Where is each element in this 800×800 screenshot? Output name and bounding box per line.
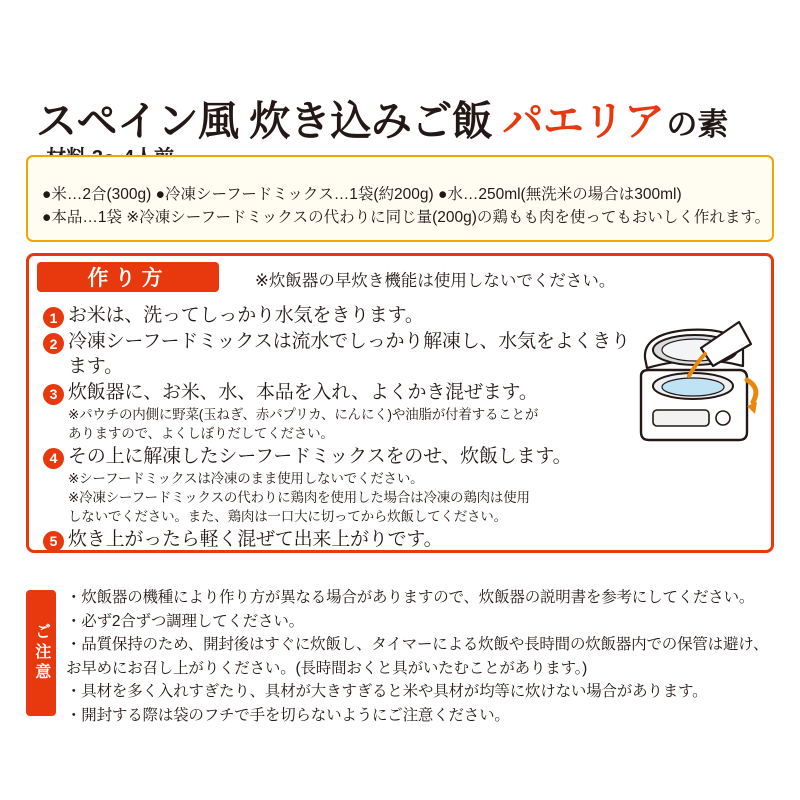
method-box bbox=[26, 253, 774, 553]
caution-tab-label: ご注意 bbox=[32, 623, 50, 683]
step-text: 冷凍シーフードミックスは流水でしっかり解凍し、水気をよくきります。 bbox=[68, 331, 630, 377]
step-text: お米は、洗ってしっかり水気をきります。 bbox=[68, 305, 424, 326]
caution-tab bbox=[26, 590, 56, 716]
method-step bbox=[43, 381, 643, 443]
step-text: 炊飯器に、お米、水、本品を入れ、よくかき混ぜます。 bbox=[68, 381, 538, 403]
step-number: 1 bbox=[43, 307, 64, 328]
step-number: 2 bbox=[43, 333, 64, 354]
step-body bbox=[68, 381, 643, 443]
step-body bbox=[68, 330, 643, 379]
caution-list bbox=[66, 586, 774, 727]
method-header bbox=[29, 256, 771, 290]
step-body bbox=[68, 445, 643, 526]
title-main-text: スペイン風 炊き込みご飯 bbox=[36, 98, 493, 144]
step-number: 4 bbox=[43, 448, 64, 469]
step-note: しないでください。また、鶏肉は一口大に切ってから炊飯してください。 bbox=[68, 508, 507, 524]
step-body bbox=[68, 528, 643, 552]
title-accent-text: パエリア bbox=[502, 98, 665, 144]
step-body bbox=[68, 304, 643, 328]
step-note: ありますので、よくしぼりだしてください。 bbox=[68, 426, 334, 442]
caution-item: お早めにお召し上がりください。(長時間おくと具がいたむことがあります。) bbox=[66, 659, 588, 677]
method-step bbox=[43, 304, 643, 328]
rice-cooker-illustration bbox=[627, 314, 759, 464]
method-note: ※炊飯器の早炊き機能は使用しないでください。 bbox=[255, 272, 616, 290]
caution-block bbox=[26, 586, 774, 727]
ingredient-line: ●米…2合(300g) ●冷凍シーフードミックス…1袋(約200g) ●水…250ml(無洗米の場合は300ml) bbox=[42, 186, 682, 203]
method-steps bbox=[43, 304, 643, 554]
caution-item: ・炊飯器の機種により作り方が異なる場合がありますので、炊飯器の説明書を参考にしてください。 bbox=[66, 589, 755, 606]
step-text: その上に解凍したシーフードミックスをのせ、炊飯します。 bbox=[68, 445, 572, 467]
caution-item: ・具材を多く入れすぎたり、具材が大きすぎると米や具材が均等に炊けない場合があります。 bbox=[66, 683, 708, 701]
caution-item: ・開封する際は袋のフチで手を切らないようにご注意ください。 bbox=[66, 706, 510, 724]
step-note: ※冷凍シーフードミックスの代わりに鶏肉を使用した場合は冷凍の鶏肉は使用 bbox=[68, 490, 530, 505]
caution-item: ・品質保持のため、開封後はすぐに炊飯し、タイマーによる炊飯や長時間の炊飯器内での保管は避け、 bbox=[66, 636, 769, 654]
step-number: 5 bbox=[43, 531, 64, 552]
ingredients-box bbox=[26, 155, 774, 242]
step-text: 炊き上がったら軽く混ぜて出来上がりです。 bbox=[68, 528, 443, 550]
title-suffix-text: の素 bbox=[666, 107, 729, 142]
page-title bbox=[36, 88, 728, 147]
step-note: ※パウチの内側に野菜(玉ねぎ、赤パプリカ、にんにく)や油脂が付着することが bbox=[68, 407, 539, 423]
method-step bbox=[43, 445, 643, 526]
method-step bbox=[43, 528, 643, 552]
method-step bbox=[43, 330, 643, 379]
step-number: 3 bbox=[43, 384, 64, 405]
ingredient-line: ●本品…1袋 ※冷凍シーフードミックスの代わりに同じ量(200g)の鶏もも肉を使ってもおいしく作れます。 bbox=[42, 209, 771, 227]
step-note: ※シーフードミックスは冷凍のまま使用しないでください。 bbox=[68, 471, 424, 487]
method-tab-label: 作り方 bbox=[37, 262, 219, 292]
caution-item: ・必ず2合ずつ調理してください。 bbox=[66, 612, 304, 630]
